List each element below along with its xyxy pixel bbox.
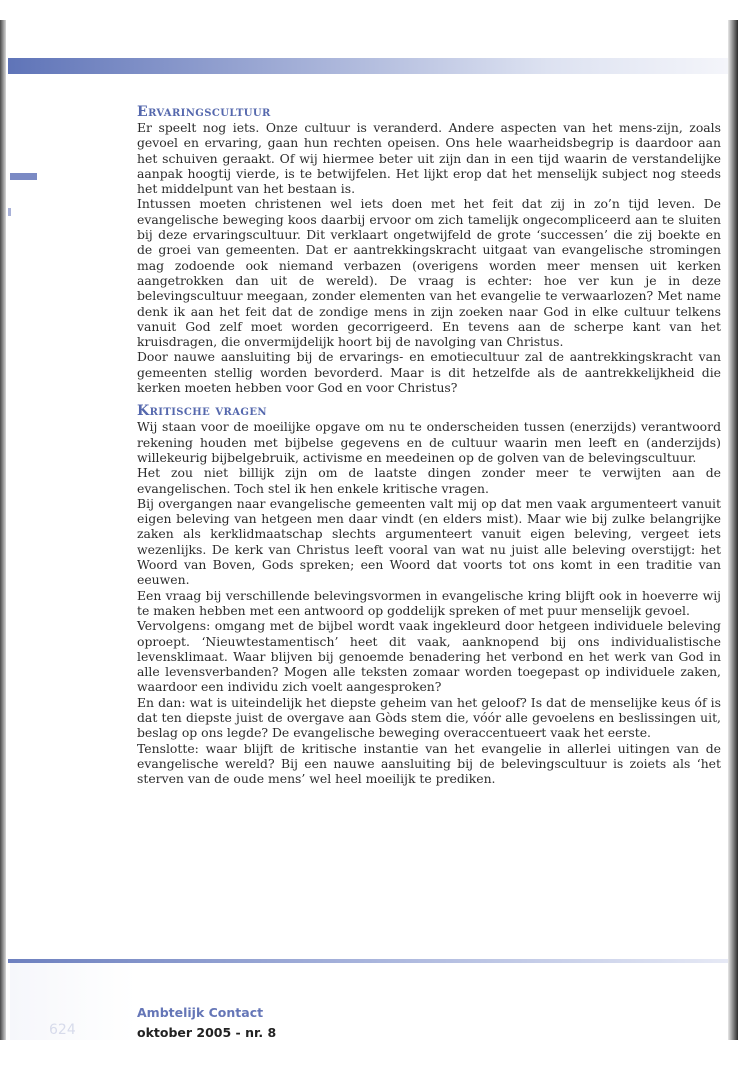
margin-marker: [10, 173, 37, 180]
margin-tick: [8, 208, 11, 216]
paragraph: Tenslotte: waar blijft de kritische instantie van het evangelie in allerlei uitingen van de evangelische wereld? Bij een nauwe aansluiting bij de belevingscultuur is zoiets als ‘het sterven van de oude mens’ wel heel moeilijk te prediken.: [137, 740, 721, 787]
paragraph: Een vraag bij verschillende belevingsvormen in evangelische kring blijft ook in hoeverre wij te maken hebben met een antwoord op goddelijk spreken of met puur menselijk gevoel.: [137, 587, 721, 618]
paragraph: Het zou niet billijk zijn om de laatste dingen zonder meer te verwijten aan de evangelischen. Toch stel ik hen enkele kritische vragen.: [137, 465, 721, 496]
header-color-bar: [8, 58, 728, 74]
journal-name: Ambtelijk Contact: [137, 1005, 264, 1020]
paragraph: Intussen moeten christenen wel iets doen met het feit dat zij in zo’n tijd leven. De evangelische beweging koos daarbij ervoor om zich tamelijk ongecompliceerd aan te sluiten bij deze ervaringscultuur. Dit verklaart ongetwijfeld de grote ‘successen’ die zij boekte en de groei van gemeenten. Dat er aantrekkingskracht uitgaat van evangelische stromingen mag zodoende ook niemand verbazen (overigens worden meer mensen uit kerken aangetrokken dan uit de wereld). De vraag is echter: hoe ver kun je in deze belevingscultuur meegaan, zonder elementen van het evangelie te verwaarlozen? Met name denk ik aan het feit dat de zondige mens in zijn zoeken naar God in elke cultuur telkens vanuit God zelf moet worden gecorrigeerd. En tevens aan de scherpe kant van het kruisdragen, die onvermijdelijk hoort bij de navolging van Christus.: [137, 196, 721, 350]
paragraph: Vervolgens: omgang met de bijbel wordt vaak ingekleurd door hetgeen individuele beleving oproept. ‘Nieuwtestamentisch’ heet dit vaak, aanknopend bij ons individualistische levensklimaat. Waar blijven bij genoemde benadering het verbond en het werk van God in alle levensverbanden? Mogen alle teksten zomaar worden toegepast op individuele zaken, waardoor een individu zich voelt aangesproken?: [137, 618, 721, 695]
page-binding-shadow: [0, 20, 6, 1040]
page-number: 624: [49, 1022, 76, 1038]
article-body: [137, 104, 721, 786]
paragraph: Door nauwe aansluiting bij de ervarings- en emotiecultuur zal de aantrekkingskracht van gemeenten stellig worden bevorderd. Maar is dit hetzelfde als de aantrekkelijkheid die kerken moeten hebben voor God en voor Christus?: [137, 349, 721, 396]
section-heading-ervaringscultuur: Ervaringscultuur: [137, 104, 271, 120]
paragraph: Bij overgangen naar evangelische gemeenten valt mij op dat men vaak argumenteert vanuit eigen beleving van hetgeen men daar vindt (en elders mist). Maar wie bij zulke belangrijke zaken als kerklidmaatschap slechts argumenteert vanuit eigen beleving, vergeet iets wezenlijks. De kerk van Christus leeft vooral van wat nu juist alle beleving overstijgt: het Woord van Boven, Gods spreken; een Woord dat voorts tot ons komt in een traditie van eeuwen.: [137, 495, 721, 588]
paragraph: Er speelt nog iets. Onze cultuur is veranderd. Andere aspecten van het mens-zijn, zoals gevoel en ervaring, gaan hun rechten opeisen. Ons hele waarheidsbegrip is daardoor aan het schuiven geraakt. Of wij hiermee beter uit zijn dan in een tijd waarin de verstandelijke aanpak hoogtij vierde, is te betwijfelen. Het lijkt erop dat het menselijk subject nog steeds het middelpunt van het bestaan is.: [137, 120, 721, 197]
paragraph: En dan: wat is uiteindelijk het diepste geheim van het geloof? Is dat de menselijke keus óf is dat ten diepste juist de overgave aan Gòds stem die, vóór alle gevoelens en beslissingen uit, beslag op ons legde? De evangelische beweging overaccentueert vaak het eerste.: [137, 694, 721, 741]
issue-info: oktober 2005 - nr. 8: [137, 1025, 277, 1040]
paragraph: Wij staan voor de moeilijke opgave om nu te onderscheiden tussen (enerzijds) verantwoord rekening houden met bijbelse gegevens en de cultuur waarin men leeft en (anderzijds) willekeurig bijbelgebruik, activisme en meedeinen op de golven van de belevingscultuur.: [137, 419, 721, 465]
page-edge: [728, 20, 738, 1045]
page-bottom-margin: [0, 1040, 738, 1068]
section-heading-kritische-vragen: Kritische vragen: [137, 403, 267, 420]
